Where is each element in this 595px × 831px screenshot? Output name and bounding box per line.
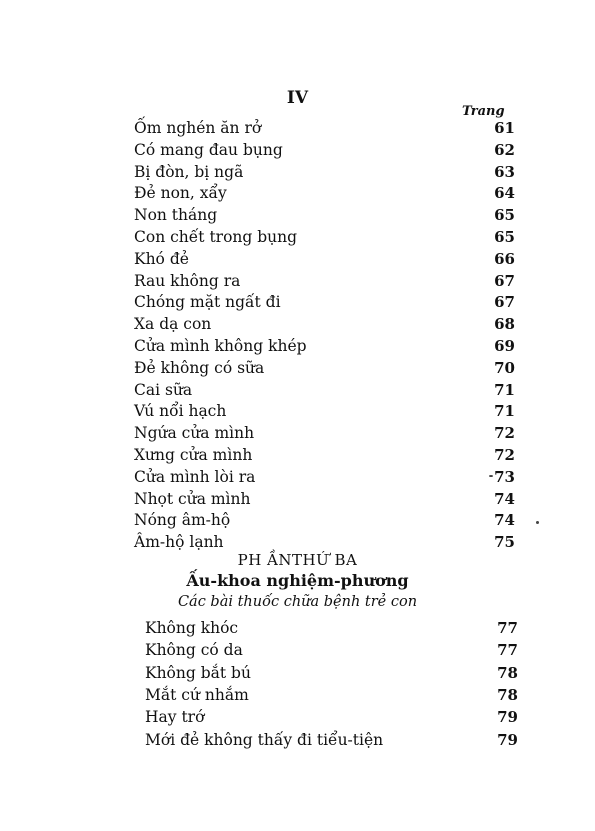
toc-entry-page: 64 bbox=[494, 184, 515, 203]
toc-entry-title: Non tháng bbox=[134, 206, 218, 225]
toc-entry-page: 67 bbox=[494, 293, 515, 312]
toc-entry bbox=[0, 291, 595, 313]
toc-entry-page: 73 bbox=[494, 467, 515, 486]
toc-entry-title: Đẻ không có sữa bbox=[134, 358, 265, 377]
toc-entry-title: Không có da bbox=[145, 641, 243, 660]
toc-entry-title: Khó đẻ bbox=[134, 249, 189, 268]
toc-entry bbox=[0, 488, 595, 510]
toc-entry bbox=[0, 161, 595, 183]
toc-entry-title: Nóng âm-hộ bbox=[134, 511, 231, 530]
toc-entry bbox=[0, 379, 595, 401]
toc-entry-page: 66 bbox=[494, 249, 515, 268]
toc-entry bbox=[0, 444, 595, 466]
toc-entry-title: Hay trớ bbox=[145, 708, 205, 727]
toc-entry bbox=[0, 270, 595, 292]
toc-entry-title: Con chết trong bụng bbox=[134, 228, 298, 246]
toc-entry bbox=[0, 662, 595, 684]
toc-entry-page: 61 bbox=[494, 119, 515, 137]
toc-entry bbox=[0, 509, 595, 531]
part-title: PH ẦNTHỨ BA bbox=[237, 551, 358, 569]
print-speck bbox=[536, 521, 539, 524]
toc-entry-page: 79 bbox=[497, 708, 518, 727]
toc-entry-title: Cửa mình không khép bbox=[134, 337, 307, 355]
toc-entry bbox=[0, 706, 595, 728]
toc-entry-title: Không khóc bbox=[145, 619, 239, 637]
toc-entry bbox=[0, 139, 595, 161]
toc-entry bbox=[0, 335, 595, 357]
section-subtitle: Các bài thuốc chữa bệnh trẻ con bbox=[177, 594, 418, 610]
toc-entry bbox=[0, 117, 595, 139]
toc-entry bbox=[0, 639, 595, 661]
toc-entry-page: 65 bbox=[494, 228, 515, 246]
toc-entry-title: Nhọt cửa mình bbox=[134, 489, 251, 508]
toc-entry-title: Có mang đau bụng bbox=[134, 140, 283, 159]
toc-entry-title: Cửa mình lòi ra bbox=[134, 467, 256, 486]
toc-entry bbox=[0, 357, 595, 379]
toc-entry-page: 72 bbox=[494, 446, 515, 464]
toc-entry-title: Xưng cửa mình bbox=[134, 446, 253, 464]
toc-entry-page: 71 bbox=[494, 380, 515, 399]
toc-entry-title: Bị đòn, bị ngã bbox=[134, 162, 244, 181]
toc-entry-page: 67 bbox=[494, 271, 515, 290]
toc-entry-page: 77 bbox=[497, 641, 518, 660]
toc-entry-page: 62 bbox=[494, 140, 515, 159]
toc-entry bbox=[0, 248, 595, 270]
toc-entry-title: Ốm nghén ăn rở bbox=[134, 119, 262, 137]
toc-entry-title: Âm-hộ lạnh bbox=[134, 533, 224, 552]
toc-entry-page: 79 bbox=[497, 730, 518, 749]
toc-entry-page: 68 bbox=[494, 315, 515, 334]
toc-entry-title: Mới đẻ không thấy đi tiểu-tiện bbox=[145, 730, 384, 749]
toc-entry bbox=[0, 466, 595, 488]
toc-entry bbox=[0, 531, 595, 553]
toc-entry-title: Không bắt bú bbox=[145, 663, 251, 682]
page-number: IV bbox=[286, 88, 309, 108]
print-speck bbox=[489, 475, 493, 477]
toc-entry bbox=[0, 204, 595, 226]
section-title: Ấu-khoa nghiệm-phương bbox=[186, 571, 409, 590]
toc-entry-title: Ngứa cửa mình bbox=[134, 424, 255, 443]
toc-entry-page: 72 bbox=[494, 424, 515, 443]
toc-entry-page: 78 bbox=[497, 663, 518, 682]
toc-entry bbox=[0, 226, 595, 248]
toc-entry bbox=[0, 617, 595, 639]
toc-entry-title: Rau không ra bbox=[134, 271, 241, 290]
toc-entry bbox=[0, 684, 595, 706]
toc-entry bbox=[0, 400, 595, 422]
toc-entry-page: 75 bbox=[494, 533, 515, 552]
toc-entry-page: 74 bbox=[494, 489, 515, 508]
toc-entry-page: 78 bbox=[497, 685, 518, 704]
toc-entry-page: 71 bbox=[494, 402, 515, 421]
toc-entry-page: 63 bbox=[494, 162, 515, 181]
toc-entry-page: 74 bbox=[494, 511, 515, 530]
toc-entry-title: Chóng mặt ngất đi bbox=[134, 293, 281, 312]
toc-entry bbox=[0, 313, 595, 335]
toc-entry bbox=[0, 182, 595, 204]
toc-entry-title: Xa dạ con bbox=[134, 315, 212, 334]
toc-entry-page: 69 bbox=[494, 337, 515, 355]
toc-entry-title: Đẻ non, xẩy bbox=[134, 184, 227, 203]
page-column-header: Trang bbox=[462, 104, 505, 119]
toc-entry bbox=[0, 422, 595, 444]
toc-entry-title: Vú nổi hạch bbox=[134, 402, 227, 421]
toc-entry-page: 70 bbox=[494, 358, 515, 377]
toc-entry-title: Cai sữa bbox=[134, 380, 193, 399]
toc-entry-page: 65 bbox=[494, 206, 515, 225]
toc-entry bbox=[0, 729, 595, 751]
toc-entry-title: Mắt cứ nhắm bbox=[145, 685, 249, 704]
toc-entry-page: 77 bbox=[497, 619, 518, 637]
